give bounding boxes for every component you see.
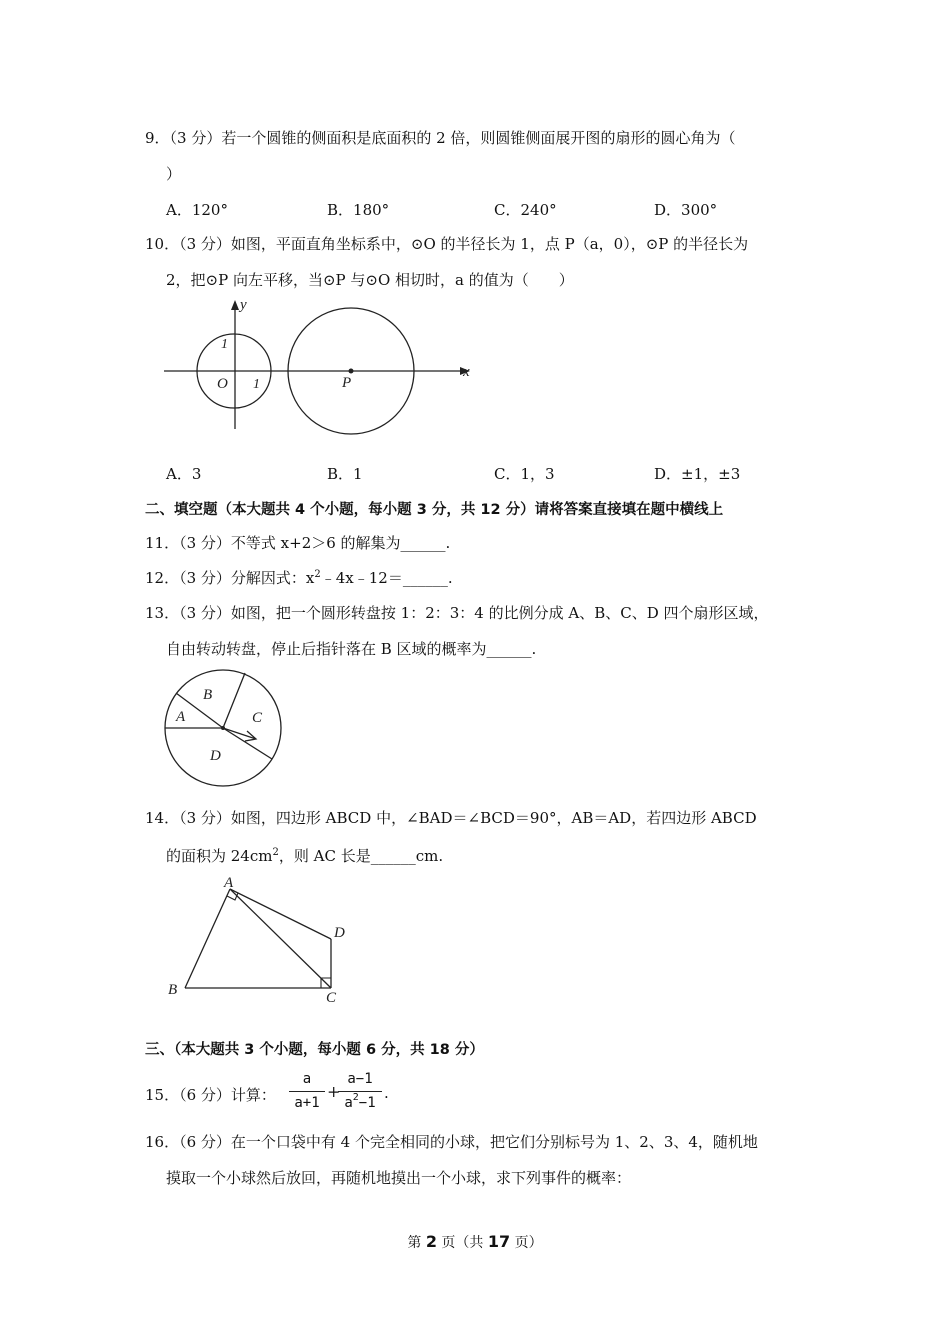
- q14-side-da: [230, 889, 331, 939]
- q9-option-c: C．240°: [494, 201, 557, 219]
- q14-line2: 的面积为 $24cm^2$，则 AC 长是______cm.: [166, 847, 444, 865]
- q15-frac1-denominator: a+1: [294, 1095, 320, 1111]
- q15-label: 15．（6 分）计算：: [145, 1086, 276, 1104]
- q15-plus: +: [327, 1082, 341, 1101]
- q14-label-b: B: [168, 982, 178, 998]
- q10-label-one-x: 1: [253, 377, 260, 392]
- q10-figure: [160, 295, 480, 440]
- q9-option-a: A．120°: [166, 201, 228, 219]
- q13-divider-top: [223, 673, 245, 728]
- q14-side-ab: [185, 889, 230, 988]
- q9-line2: ）: [166, 165, 182, 183]
- q15-frac2-bar: [338, 1091, 382, 1092]
- q13-line2: 自由转动转盘，停止后指针落在 B 区域的概率为______.: [166, 640, 537, 658]
- q9-option-d: D．300°: [654, 201, 718, 219]
- q10-option-d: D．±1，±3: [654, 465, 741, 483]
- q15-frac2-numerator: a−1: [347, 1071, 373, 1087]
- footer-page-number: 2: [425, 1232, 437, 1251]
- q13-label-a: A: [176, 709, 186, 725]
- q10-label-p: P: [342, 375, 352, 391]
- q9-option-b: B．180°: [327, 201, 390, 219]
- section2-heading: 二、填空题（本大题共 4 个小题，每小题 3 分，共 12 分）请将答案直接填在题中横线上: [145, 502, 724, 518]
- q14-figure: [160, 872, 360, 1007]
- q13-figure: [162, 667, 286, 791]
- section3-heading: 三、（本大题共 3 个小题，每小题 6 分，共 18 分）: [145, 1042, 484, 1058]
- q10-line2: 2，把⊙P 向左平移，当⊙P 与⊙O 相切时，a 的值为（ ）: [166, 271, 574, 289]
- q11-text: 11．（3 分）不等式 x+2＞6 的解集为______.: [145, 534, 451, 552]
- q15-frac1-bar: [289, 1091, 325, 1092]
- q14-label-d: D: [334, 925, 345, 941]
- q13-label-b: B: [203, 687, 213, 703]
- q14-label-c: C: [326, 990, 337, 1006]
- q14-right-angle-a: [227, 893, 238, 900]
- q16-line1: 16．（6 分）在一个口袋中有 4 个完全相同的小球，把它们分别标号为 1、2、3、4，随机地: [145, 1133, 758, 1151]
- q10-line1: 10．（3 分）如图，平面直角坐标系中，⊙O 的半径长为 1，点 P（a，0），⊙P 的半径长为: [145, 235, 749, 253]
- q15-frac1-numerator: a: [302, 1071, 312, 1087]
- q13-label-c: C: [252, 710, 263, 726]
- q10-label-one-y: 1: [221, 337, 228, 352]
- q13-label-d: D: [210, 748, 221, 764]
- q14-label-a: A: [224, 875, 234, 891]
- q10-label-x: x: [463, 364, 470, 380]
- q14-diagonal-ac: [230, 889, 331, 988]
- q15-period: .: [384, 1084, 389, 1102]
- q10-option-c: C．1，3: [494, 465, 555, 483]
- q13-divider-lower-right: [223, 728, 272, 759]
- footer-total-pages: 17: [487, 1232, 511, 1251]
- q13-pointer: [223, 728, 256, 739]
- q10-option-a: A．3: [166, 465, 202, 483]
- q15-frac2-denominator: $a^2-1$: [344, 1092, 376, 1111]
- q13-center-dot: [221, 726, 225, 730]
- q10-option-b: B．1: [327, 465, 363, 483]
- q12-text: 12．（3 分）分解因式：$x^2﹣4x﹣12=\_\_\_\_\_\_$.: [145, 569, 453, 587]
- q13-line1: 13．（3 分）如图，把一个圆形转盘按 1：2：3：4 的比例分成 A、B、C、D 四个扇形区域，: [145, 604, 769, 622]
- q10-y-arrow: [231, 300, 239, 310]
- q10-label-y: y: [240, 297, 247, 313]
- page-footer: 第 2 页（共 17 页）: [407, 1232, 543, 1251]
- q10-point-p: [349, 369, 354, 374]
- q14-line1: 14．（3 分）如图，四边形 ABCD 中，∠BAD＝∠BCD＝90°，AB＝AD，若四边形 ABCD: [145, 809, 757, 827]
- q10-label-o: O: [217, 376, 228, 392]
- q16-line2: 摸取一个小球然后放回，再随机地摸出一个小球，求下列事件的概率：: [166, 1169, 632, 1187]
- q9-line1: 9．（3 分）若一个圆锥的侧面积是底面积的 2 倍，则圆锥侧面展开图的扇形的圆心角为（: [145, 129, 736, 147]
